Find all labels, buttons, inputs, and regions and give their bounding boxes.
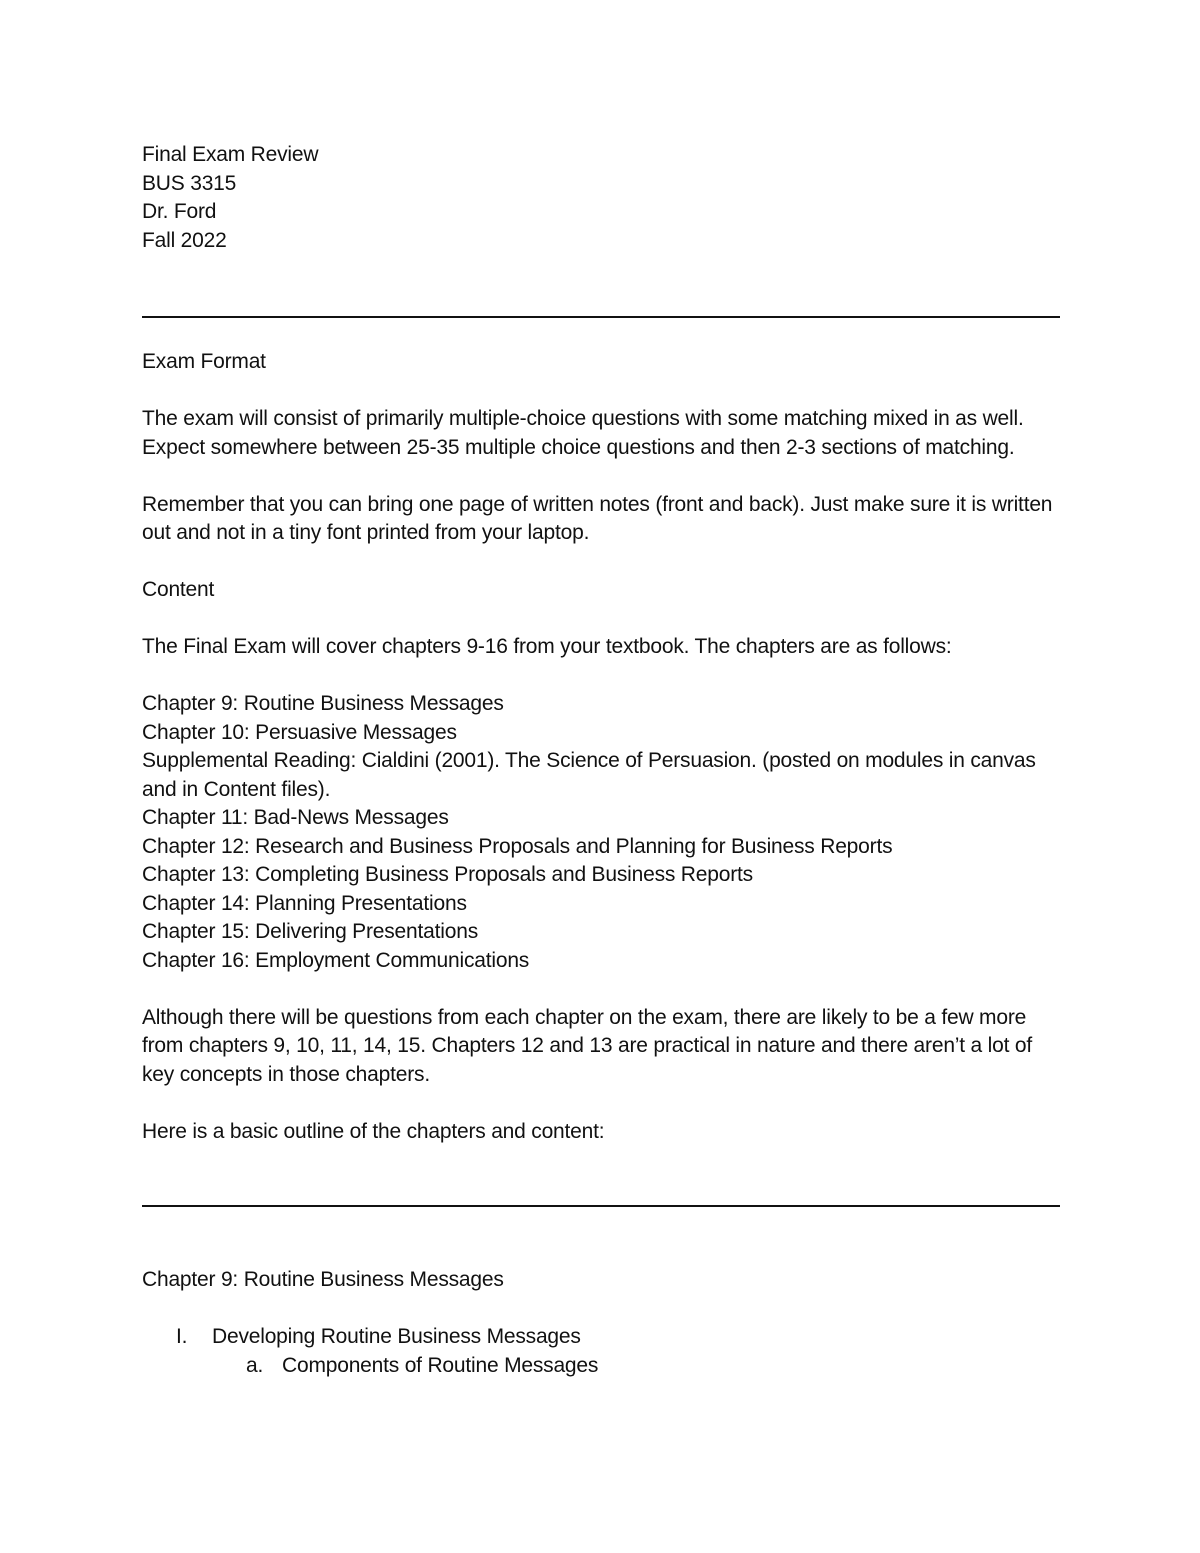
spacer: [142, 255, 1060, 316]
content-heading: Content: [142, 578, 215, 601]
spacer: [142, 548, 1060, 577]
spacer: [142, 975, 1060, 1004]
spacer: [142, 1146, 1060, 1205]
chapter-list-item: Supplemental Reading: Cialdini (2001). The Science of Persuasion. (posted on modules in canvas and in Content files).: [142, 749, 1036, 801]
document-header: [142, 141, 1060, 255]
document-title: Final Exam Review: [142, 143, 319, 166]
spacer: [142, 1295, 1060, 1324]
chapter-list-item: Chapter 12: Research and Business Proposals and Planning for Business Reports: [142, 834, 893, 858]
outline-chapter-heading: Chapter 9: Routine Business Messages: [142, 1268, 504, 1291]
spacer: [142, 1089, 1060, 1118]
spacer: [142, 605, 1060, 634]
outline-item: [142, 1323, 1060, 1352]
spacer: [142, 462, 1060, 491]
chapter-list-item: Chapter 11: Bad-News Messages: [142, 806, 449, 829]
outline-subitem: [142, 1352, 1060, 1381]
content-intro: The Final Exam will cover chapters 9-16 from your textbook. The chapters are as follows:: [142, 635, 952, 658]
notes-paragraph: Remember that you can bring one page of written notes (front and back). Just make sure it is written out and not in a tiny font printed from your laptop.: [142, 492, 1053, 544]
spacer: [142, 1207, 1060, 1266]
outline-list: [142, 1323, 1060, 1380]
exam-format-paragraph: The exam will consist of primarily multiple-choice questions with some matching mixed in as well. Expect somewhere between 25-35 multiple choice questions and then 2-3 sections of matching.: [142, 407, 1024, 459]
spacer: [142, 377, 1060, 406]
spacer: [142, 318, 1060, 348]
term: Fall 2022: [142, 228, 227, 252]
outline-subitem-label: Components of Routine Messages: [282, 1353, 599, 1377]
chapter-list-item: Chapter 13: Completing Business Proposals and Business Reports: [142, 863, 753, 886]
chapter-list-item: Chapter 14: Planning Presentations: [142, 891, 467, 915]
chapter-list-item: Chapter 16: Employment Communications: [142, 948, 530, 972]
chapter-list-item: Chapter 15: Delivering Presentations: [142, 920, 478, 943]
course-code: BUS 3315: [142, 171, 237, 195]
chapter-list-item: Chapter 9: Routine Business Messages: [142, 692, 504, 715]
outline-intro: Here is a basic outline of the chapters and content:: [142, 1119, 605, 1143]
outline-item-label: Developing Routine Business Messages: [212, 1325, 581, 1348]
chapter-list-item: Chapter 10: Persuasive Messages: [142, 720, 457, 744]
instructor-name: Dr. Ford: [142, 200, 217, 223]
chapter-list: [142, 690, 1060, 975]
emphasis-note: Although there will be questions from each chapter on the exam, there are likely to be a few more from chapters 9, 10, 11, 14, 15. Chapters 12 and 13 are practical in nature and there aren’t a lot of key concepts in those chapters.: [142, 1005, 1032, 1086]
outline-subitem-marker: a.: [246, 1353, 264, 1377]
exam-format-heading: Exam Format: [142, 350, 266, 373]
document-body: [142, 141, 1060, 1380]
outline-marker: I.: [176, 1325, 188, 1348]
spacer: [142, 662, 1060, 691]
